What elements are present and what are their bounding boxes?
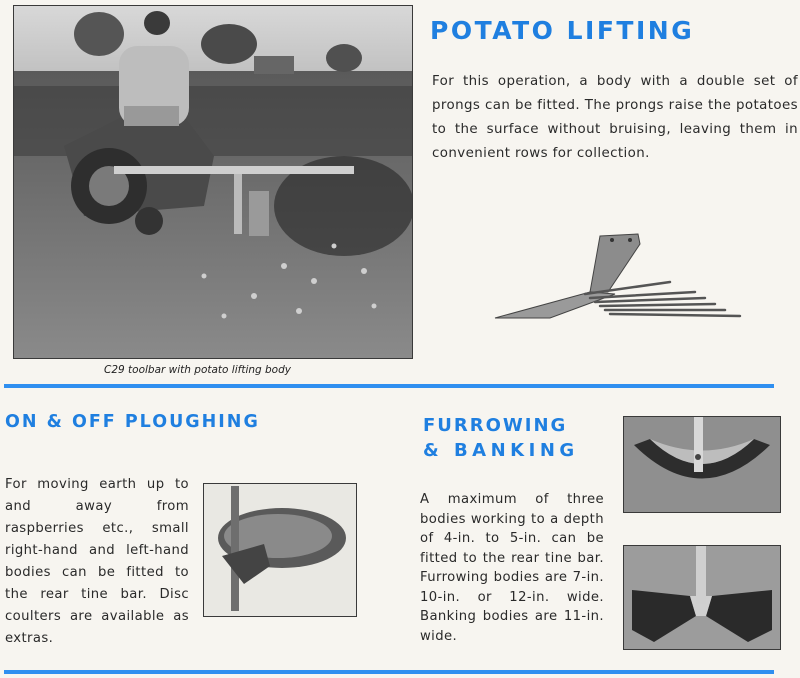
furrowing-heading-line1: FURROWING (423, 415, 568, 436)
furrowing-heading-line2: & BANKING (423, 440, 579, 461)
tractor-photo (13, 5, 413, 359)
ploughing-body-graphic (204, 484, 356, 616)
lifting-body-graphic (490, 232, 745, 324)
banking-body-graphic (624, 546, 780, 649)
section-divider-top (4, 384, 774, 388)
photo-caption: C29 toolbar with potato lifting body (104, 364, 291, 376)
furrowing-body-photo (623, 416, 781, 513)
banking-body-photo (623, 545, 781, 650)
furrowing-body-graphic (624, 417, 780, 512)
potato-lifting-heading: POTATO LIFTING (430, 16, 695, 45)
ploughing-heading: ON & OFF PLOUGHING (5, 412, 260, 432)
ploughing-body-photo (203, 483, 357, 617)
tractor-photo-graphic (14, 6, 412, 358)
section-divider-bottom (4, 670, 774, 674)
lifting-body-illustration (490, 232, 745, 324)
potato-lifting-text: For this operation, a body with a double set of prongs can be fitted. The prongs raise the potatoes to the surface without bruising, leaving them in convenient rows for collection. (432, 74, 798, 161)
ploughing-text: For moving earth up to and away from raspberries etc., small right-hand and left-hand bodies can be fitted to the rear tine bar. Disc coulters are available as extras. (5, 477, 189, 646)
furrowing-text: A maximum of three bodies working to a depth of 4-in. to 5-in. can be fitted to the rear tine bar. Furrowing bodies are 7-in. 10-in. or 12-in. wide. Banking bodies are 11-in. wide. (420, 492, 604, 644)
